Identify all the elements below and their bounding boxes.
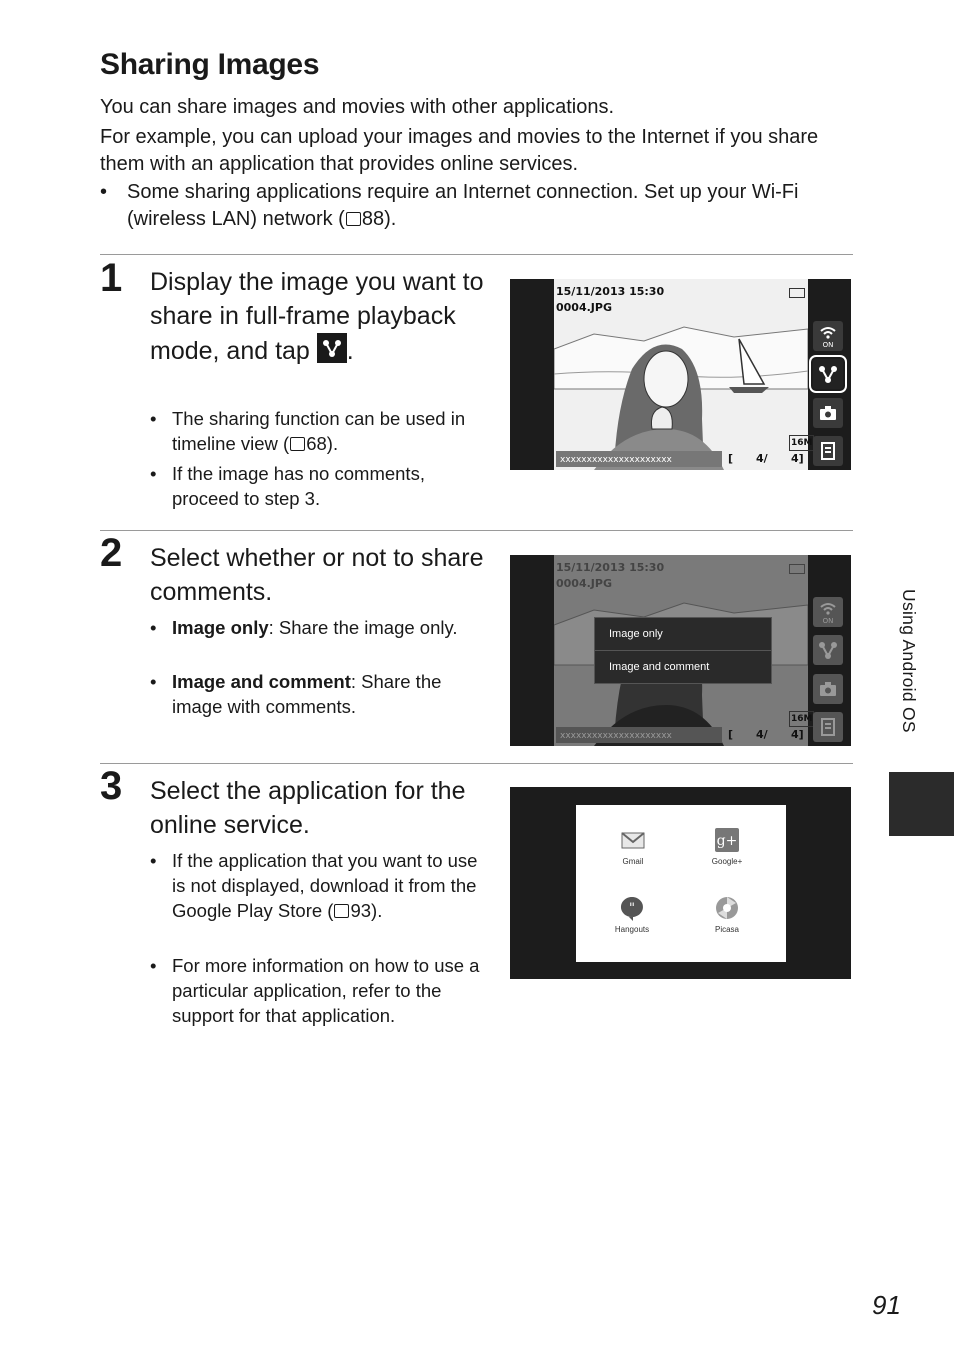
filename: 0004.JPG <box>556 577 612 590</box>
app-label: Google+ <box>711 857 743 866</box>
wifi-toggle-button[interactable] <box>813 321 843 351</box>
bullet-text: Image only: Share the image only. <box>172 617 458 638</box>
filename: 0004.JPG <box>556 301 612 314</box>
bullet-text: Some sharing applications require an Internet connection. Set up your Wi-Fi (wireless LAN) network ( 88). <box>127 181 799 230</box>
wifi-status: ON <box>822 617 834 625</box>
bullet: • <box>150 463 157 484</box>
datetime: 15/11/2013 15:30 <box>556 285 665 298</box>
app-label: Hangouts <box>614 925 650 934</box>
camera-button[interactable] <box>813 674 843 704</box>
app-google-plus[interactable] <box>687 827 767 866</box>
intro-text: You can share images and movies with other applications. <box>100 96 615 118</box>
divider <box>100 254 853 255</box>
frame-total: 4] <box>791 452 804 465</box>
step-heading: Display the image you want to share in full-frame playback mode, and tap . <box>150 268 484 365</box>
counter-bracket: [ <box>728 452 734 465</box>
menu-item-image-and-comment[interactable]: Image and comment <box>609 661 710 673</box>
section-tab <box>889 772 954 836</box>
share-options-screenshot <box>510 555 851 746</box>
picasa-icon <box>714 895 740 921</box>
app-gmail[interactable] <box>593 827 673 866</box>
datetime: 15/11/2013 15:30 <box>556 561 665 574</box>
google-plus-icon <box>714 827 740 853</box>
divider <box>100 530 853 531</box>
app-chooser-screenshot <box>510 787 851 979</box>
page-ref[interactable]: 68 <box>306 433 327 454</box>
book-reference-icon <box>334 904 349 918</box>
step-heading: Select the application for the online service. <box>150 777 466 839</box>
share-button[interactable] <box>813 635 843 665</box>
wifi-status: ON <box>822 341 834 349</box>
bullet: • <box>150 408 157 429</box>
bullet: • <box>150 955 157 976</box>
share-options-menu <box>594 617 772 684</box>
page-ref[interactable]: 93 <box>350 900 372 921</box>
bullet-text: If the image has no comments, proceed to step 3. <box>172 463 425 509</box>
step-heading: Select whether or not to share comments. <box>150 544 484 606</box>
section-label: Using Android OS <box>899 589 919 733</box>
step-number: 3 <box>100 764 123 808</box>
page-title: Sharing Images <box>100 48 320 81</box>
comment-bar: xxxxxxxxxxxxxxxxxxxxx <box>560 455 672 465</box>
bullet-text: If the application that you want to use is not displayed, download it from the Google Play Store ( 93). <box>172 850 478 921</box>
book-reference-icon <box>346 212 361 226</box>
bullet-text: For more information on how to use a particular application, refer to the support for that application. <box>172 955 480 1026</box>
app-chooser-panel <box>576 805 786 962</box>
playback-screenshot <box>510 279 851 470</box>
page-ref[interactable]: 88 <box>361 208 385 230</box>
frame-total: 4] <box>791 728 804 741</box>
app-label: Picasa <box>714 925 739 934</box>
bullet: • <box>150 850 157 871</box>
wifi-toggle-button[interactable] <box>813 597 843 627</box>
app-label: Gmail <box>622 857 644 866</box>
comment-bar: xxxxxxxxxxxxxxxxxxxxx <box>560 731 672 741</box>
svg-text:g+: g+ <box>716 833 738 849</box>
step-number: 2 <box>100 531 123 575</box>
menu-button[interactable] <box>813 712 843 742</box>
bullet: • <box>150 617 157 638</box>
bullet-text: Image and comment: Share the image with comments. <box>172 671 442 717</box>
battery-icon <box>789 288 805 298</box>
bullet: • <box>150 671 157 692</box>
share-button[interactable] <box>813 359 843 389</box>
book-reference-icon <box>290 437 305 451</box>
counter-bracket: [ <box>728 728 734 741</box>
bullet: • <box>100 181 108 203</box>
menu-item-image-only[interactable]: Image only <box>595 618 771 651</box>
divider <box>100 763 853 764</box>
frame-counter: 4/ <box>756 728 768 741</box>
menu-button[interactable] <box>813 436 843 466</box>
app-hangouts[interactable] <box>592 895 672 934</box>
page-number: 91 <box>872 1290 901 1320</box>
hangouts-icon <box>619 895 645 921</box>
svg-text:": " <box>629 901 635 916</box>
image-size-badge: 16M <box>789 435 814 451</box>
gmail-icon <box>620 827 646 853</box>
bullet-text: The sharing function can be used in timeline view ( 68). <box>172 408 466 454</box>
image-size-badge: 16M <box>789 711 814 727</box>
frame-counter: 4/ <box>756 452 768 465</box>
share-icon <box>317 333 347 363</box>
app-picasa[interactable] <box>687 895 767 934</box>
camera-button[interactable] <box>813 398 843 428</box>
battery-icon <box>789 564 805 574</box>
intro-text-example: For example, you can upload your images and movies to the Internet if you share them with an application that provides online services. <box>100 126 819 175</box>
step-number: 1 <box>100 256 123 300</box>
